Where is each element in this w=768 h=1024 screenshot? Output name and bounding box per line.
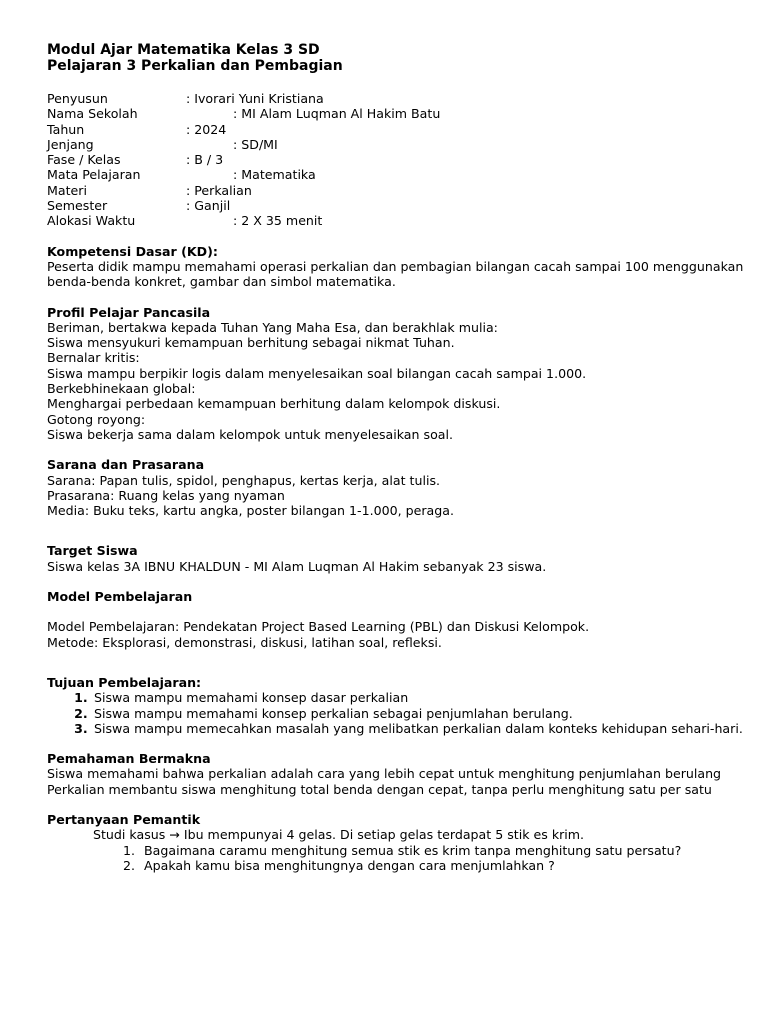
section-heading: Pemahaman Bermakna bbox=[47, 751, 211, 767]
identity-value: : Ganjil bbox=[186, 198, 231, 214]
identity-key: Semester bbox=[47, 198, 108, 214]
identity-key: Fase / Kelas bbox=[47, 152, 121, 168]
section-paragraph: Peserta didik mampu memahami operasi perkalian dan pembagian bilangan cacah sampai 100 menggunakan benda-benda konkret, gambar dan simbol matematika. bbox=[47, 258, 744, 290]
identity-row-materi bbox=[47, 183, 747, 198]
list-item: 2. Siswa mampu memahami konsep perkalian sebagai penjumlahan berulang. bbox=[92, 706, 747, 721]
question-list bbox=[47, 843, 747, 874]
identity-row-jenjang bbox=[47, 137, 747, 152]
section-pertanyaan-pemantik bbox=[47, 812, 747, 873]
identity-value: : SD/MI bbox=[233, 136, 278, 152]
section-heading: Sarana dan Prasarana bbox=[47, 457, 205, 473]
profil-line: Siswa bekerja sama dalam kelompok untuk menyelesaikan soal. bbox=[47, 426, 453, 442]
identity-key: Alokasi Waktu bbox=[47, 213, 136, 229]
model-line: Metode: Eksplorasi, demonstrasi, diskusi, latihan soal, refleksi. bbox=[47, 634, 442, 650]
profil-line: Siswa mampu berpikir logis dalam menyelesaikan soal bilangan cacah sampai 1.000. bbox=[47, 365, 587, 381]
profil-line: Berkebhinekaan global: bbox=[47, 381, 196, 397]
identity-key: Jenjang bbox=[47, 136, 94, 152]
section-heading: Target Siswa bbox=[47, 543, 138, 559]
section-heading: Kompetensi Dasar (KD): bbox=[47, 243, 218, 259]
identity-value: : 2024 bbox=[186, 121, 227, 137]
profil-line: Bernalar kritis: bbox=[47, 350, 140, 366]
identity-row-tahun bbox=[47, 122, 747, 137]
profil-line: Menghargai perbedaan kemampuan berhitung dalam kelompok diskusi. bbox=[47, 396, 501, 412]
sarana-line: Prasarana: Ruang kelas yang nyaman bbox=[47, 487, 285, 503]
identity-key: Mata Pelajaran bbox=[47, 167, 141, 183]
section-kompetensi-dasar bbox=[47, 244, 747, 290]
section-paragraph: Siswa kelas 3A IBNU KHALDUN - MI Alam Luqman Al Hakim sebanyak 23 siswa. bbox=[47, 558, 547, 574]
identity-row-nama-sekolah bbox=[47, 106, 747, 121]
model-line: Model Pembelajaran: Pendekatan Project Based Learning (PBL) dan Diskusi Kelompok. bbox=[47, 619, 590, 635]
section-heading: Pertanyaan Pemantik bbox=[47, 811, 201, 827]
section-tujuan-pembelajaran bbox=[47, 675, 747, 736]
title-line-1: Modul Ajar Matematika Kelas 3 SD bbox=[47, 42, 320, 58]
document-title bbox=[47, 42, 747, 74]
identity-table bbox=[47, 91, 747, 229]
identity-value: : Ivorari Yuni Kristiana bbox=[186, 91, 324, 106]
identity-row-penyusun bbox=[47, 91, 747, 106]
identity-value: : 2 X 35 menit bbox=[233, 213, 323, 229]
sarana-line: Media: Buku teks, kartu angka, poster bilangan 1-1.000, peraga. bbox=[47, 503, 454, 519]
spacer bbox=[47, 604, 747, 619]
identity-key: Tahun bbox=[47, 121, 85, 137]
identity-value: : Matematika bbox=[233, 167, 316, 183]
identity-row-alokasi-waktu bbox=[47, 213, 747, 228]
sarana-line: Sarana: Papan tulis, spidol, penghapus, kertas kerja, alat tulis. bbox=[47, 472, 441, 488]
identity-key: Penyusun bbox=[47, 91, 108, 106]
list-item: 3. Siswa mampu memecahkan masalah yang melibatkan perkalian dalam konteks kehidupan sehari-hari. bbox=[92, 721, 747, 736]
identity-value: : Perkalian bbox=[186, 182, 252, 198]
identity-key: Nama Sekolah bbox=[47, 106, 138, 122]
section-profil-pelajar bbox=[47, 305, 747, 443]
identity-row-semester bbox=[47, 198, 747, 213]
profil-line: Siswa mensyukuri kemampuan berhitung sebagai nikmat Tuhan. bbox=[47, 335, 455, 351]
section-heading: Profil Pelajar Pancasila bbox=[47, 304, 211, 320]
profil-line: Beriman, bertakwa kepada Tuhan Yang Maha Esa, dan berakhlak mulia: bbox=[47, 319, 498, 335]
identity-row-fase-kelas bbox=[47, 152, 747, 167]
list-item: 1. Bagaimana caramu menghitung semua stik es krim tanpa menghitung satu persatu? bbox=[139, 843, 747, 858]
section-sarana-prasarana bbox=[47, 457, 747, 518]
list-item: 1. Siswa mampu memahami konsep dasar perkalian bbox=[92, 690, 747, 705]
section-model-pembelajaran bbox=[47, 589, 747, 650]
section-pemahaman-bermakna bbox=[47, 751, 747, 797]
pemahaman-line: Perkalian membantu siswa menghitung total benda dengan cepat, tanpa perlu menghitung satu per satu bbox=[47, 781, 712, 797]
section-heading: Tujuan Pembelajaran: bbox=[47, 674, 202, 690]
identity-key: Materi bbox=[47, 182, 87, 198]
pemahaman-line: Siswa memahami bahwa perkalian adalah cara yang lebih cepat untuk menghitung penjumlahan berulang bbox=[47, 766, 722, 782]
identity-row-mata-pelajaran bbox=[47, 167, 747, 182]
section-heading: Model Pembelajaran bbox=[47, 589, 193, 605]
title-line-2: Pelajaran 3 Perkalian dan Pembagian bbox=[47, 58, 343, 74]
profil-line: Gotong royong: bbox=[47, 411, 146, 427]
tujuan-list bbox=[47, 690, 747, 736]
section-target-siswa bbox=[47, 543, 747, 574]
identity-value: : MI Alam Luqman Al Hakim Batu bbox=[233, 106, 441, 122]
list-item: 2. Apakah kamu bisa menghitungnya dengan cara menjumlahkan ? bbox=[139, 858, 747, 873]
identity-value: : B / 3 bbox=[186, 152, 224, 168]
case-study-line: Studi kasus → Ibu mempunyai 4 gelas. Di setiap gelas terdapat 5 stik es krim. bbox=[93, 827, 585, 843]
